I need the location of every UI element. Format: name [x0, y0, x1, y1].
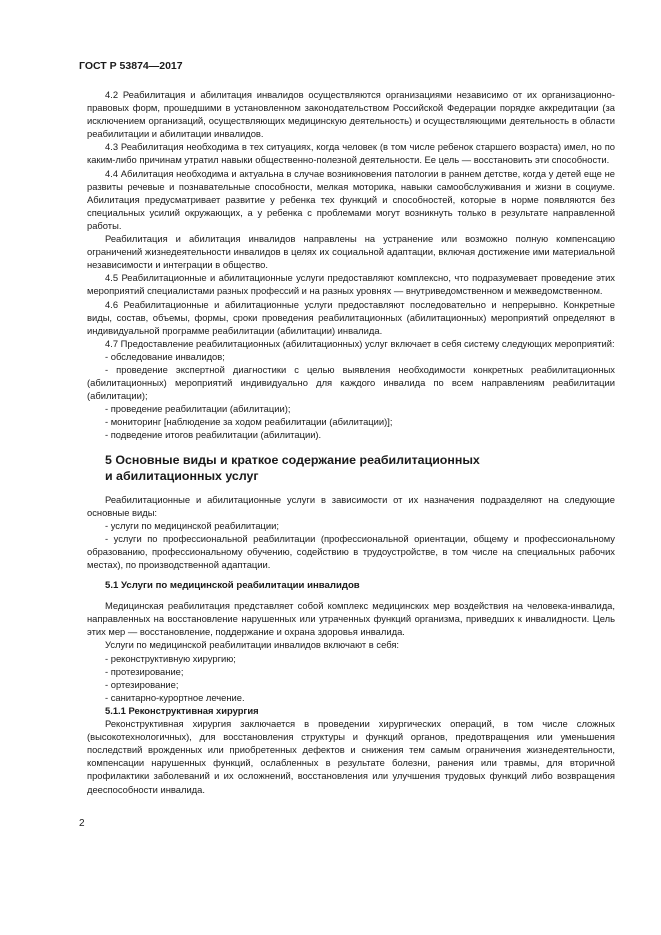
- list-item: - проведение реабилитации (абилитации);: [105, 403, 291, 415]
- section-5-intro: Реабилитационные и абилитационные услуги в зависимости от их назначения подразделяют на следующие основные виды:: [87, 493, 615, 518]
- section-5-title-line2: и абилитационных услуг: [105, 468, 259, 483]
- section-5-1-heading: 5.1 Услуги по медицинской реабилитации инвалидов: [105, 580, 360, 592]
- page-number: 2: [79, 818, 85, 829]
- list-item: - протезирование;: [105, 665, 184, 677]
- paragraph-4-3: 4.3 Реабилитация необходима в тех ситуациях, когда человек (в том числе ребенок старшего возраста) имел, но по каким-либо причинам утратил навыки общественно-полезной деятельности. Ее цель — восстановить эти способности.: [87, 141, 615, 166]
- list-item: - мониторинг [наблюдение за ходом реабилитации (абилитации)];: [105, 416, 393, 428]
- page-content: [87, 88, 615, 796]
- paragraph-4-5: 4.5 Реабилитационные и абилитационные услуги предоставляют комплексно, что подразумевает проведение этих мероприятий специалистами разных профессий и на разных уровнях — внутриведомственном и межведомственном.: [87, 272, 615, 297]
- section-5-1-1-heading: 5.1.1 Реконструктивная хирургия: [105, 704, 259, 716]
- section-5-title-line1: 5 Основные виды и краткое содержание реабилитационных: [105, 452, 480, 467]
- list-item: - подведение итогов реабилитации (абилитации).: [105, 429, 322, 441]
- list-item: - услуги по профессиональной реабилитации (профессиональной ориентации, общему и профессиональному образованию, профессиональному обучению, содействию в трудоустройстве, в том числе на специальных рабочих местах), по производственной адаптации.: [87, 532, 615, 570]
- section-5-1-paragraph: Медицинская реабилитация представляет собой комплекс медицинских мер воздействия на человека-инвалида, направленных на восстановление нарушенных или утраченных функций организма, приведших к инвалидности. Цель этих мер — восстановление, поддержание и охрана здоровья инвалида.: [87, 600, 615, 638]
- paragraph-4-7: 4.7 Предоставление реабилитационных (абилитационных) услуг включает в себя систему следующих мероприятий:: [105, 337, 615, 349]
- list-item: - услуги по медицинской реабилитации;: [105, 519, 280, 531]
- list-item: - санитарно-курортное лечение.: [105, 691, 245, 703]
- paragraph-4-2: 4.2 Реабилитация и абилитация инвалидов осуществляются организациями независимо от их организационно-правовых форм, прошедшими в установленном законодательством Российской Федерации порядке аккредитации (за исключением организаций, осуществляющих медицинскую деятельность) и осуществляющими деятельность в области реабилитации и абилитации инвалидов.: [87, 89, 615, 140]
- list-item: - реконструктивную хирургию;: [105, 652, 236, 664]
- section-5-1-1-paragraph: Реконструктивная хирургия заключается в проведении хирургических операций, в том числе сложных (высокотехнологичных), для восстановления структуры и функций органов, предотвращения или уменьшения последствий врожденных или приобретенных дефектов и снижения тем самым ограничения жизнедеятельности, компенсации нарушенных функций, ослабленных в результате болезни, ранения или травмы, для вторичной профилактики заболеваний и их осложнений, восстановления или улучшения трудовых функций либо возвращения дееспособности инвалида.: [87, 718, 615, 795]
- list-item: - обследование инвалидов;: [105, 350, 225, 362]
- document-header: ГОСТ Р 53874—2017: [79, 60, 183, 72]
- section-5-heading: [105, 452, 615, 484]
- list-item: - ортезирование;: [105, 678, 179, 690]
- section-5-1-paragraph: Услуги по медицинской реабилитации инвалидов включают в себя:: [105, 639, 400, 651]
- paragraph-4-4: 4.4 Абилитация необходима и актуальна в случае возникновения патологии в раннем детстве, когда у детей еще не развиты речевые и познавательные способности, мелкая моторика, навыки самообслуживания и жизни в социуме. Абилитация предусматривает развитие у ребенка тех функций и способностей, которые в норме появляются без специальных усилий окружающих, а у ребенка с проблемами могут возникнуть только в результате направленной работы.: [87, 167, 615, 231]
- list-item: - проведение экспертной диагностики с целью выявления необходимости конкретных реабилитационных (абилитационных) мероприятий индивидуально для каждого инвалида по всем направлениям реабилитации (абилитации);: [87, 363, 615, 402]
- paragraph-4-4-continued: Реабилитация и абилитация инвалидов направлены на устранение или возможно полную компенсацию ограничений жизнедеятельности инвалидов в целях их социальной адаптации, включая достижение ими материальной независимости и интеграции в общество.: [87, 233, 615, 271]
- paragraph-4-6: 4.6 Реабилитационные и абилитационные услуги предоставляют последовательно и непрерывно. Конкретные виды, состав, объемы, формы, сроки проведения реабилитационных (абилитационных) мероприятий определяют в индивидуальной программе реабилитации (абилитации) инвалида.: [87, 298, 615, 336]
